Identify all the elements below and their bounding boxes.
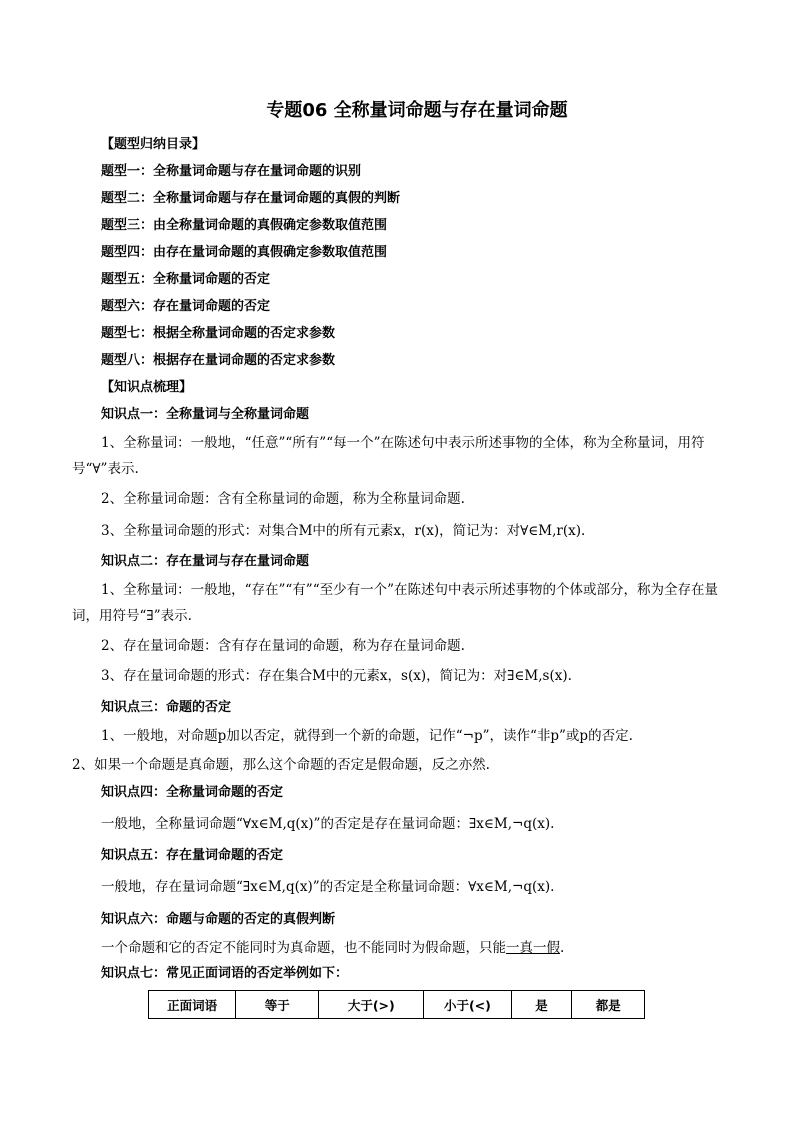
paragraph: 2、存在量词命题：含有存在量词的命题，称为存在量词命题. [101, 638, 465, 654]
section-heading: 知识点七：常见正面词语的否定举例如下： [101, 966, 349, 981]
table-cell: 等于 [236, 991, 319, 1019]
table-cell: 大于(>) [319, 991, 424, 1019]
section-heading: 知识点一：全称量词与全称量词命题 [101, 407, 310, 422]
section-heading: 知识点二：存在量词与存在量词命题 [101, 554, 310, 569]
paragraph: 1、一般地，对命题p加以否定，就得到一个新的命题，记作“¬p”，读作“非p”或p的否定. [101, 728, 633, 744]
table-cell: 小于(<) [424, 991, 511, 1019]
paragraph: 一般地，存在量词命题“∃x∈M,q(x)”的否定是全称量词命题：∀x∈M,¬q(x). [101, 879, 555, 895]
page-title: 专题06 全称量词命题与存在量词命题 [266, 100, 568, 121]
paragraph: 2、如果一个命题是真命题，那么这个命题的否定是假命题，反之亦然. [72, 757, 490, 773]
paragraph: 3、存在量词命题的形式：存在集合M中的元素x，s(x)，简记为：对∃∈M,s(x). [101, 668, 572, 684]
directory-item: 题型八：根据存在量词命题的否定求参数 [101, 353, 336, 368]
table-cell: 是 [511, 991, 572, 1019]
paragraph: 一般地，全称量词命题“∀x∈M,q(x)”的否定是存在量词命题：∃x∈M,¬q(x). [101, 816, 555, 832]
paragraph-text: 一个命题和它的否定不能同时为真命题，也不能同时为假命题，只能 [101, 940, 506, 956]
section-heading: 知识点六：命题与命题的否定的真假判断 [101, 912, 336, 927]
negation-table [148, 990, 645, 1019]
section-heading: 知识点三：命题的否定 [101, 700, 232, 715]
directory-item: 题型六：存在量词命题的否定 [101, 299, 271, 314]
table-cell: 正面词语 [149, 991, 236, 1019]
paragraph: 3、全称量词命题的形式：对集合M中的所有元素x，r(x)，简记为：对∀∈M,r(x). [101, 523, 586, 539]
section-heading: 知识点五：存在量词命题的否定 [101, 848, 284, 863]
paragraph-text: . [560, 940, 565, 956]
paragraph [101, 939, 564, 957]
section-heading: 知识点四：全称量词命题的否定 [101, 785, 284, 800]
underlined-text: 一真一假 [506, 940, 560, 956]
directory-item: 题型四：由存在量词命题的真假确定参数取值范围 [101, 245, 388, 260]
knowledge-heading: 【知识点梳理】 [101, 380, 193, 395]
paragraph: 1、全称量词：一般地，“任意”“所有”“每一个”在陈述句中表示所述事物的全体，称为全称量词，用符号“∀”表示. [72, 435, 705, 477]
directory-item: 题型五：全称量词命题的否定 [101, 272, 271, 287]
directory-item: 题型三：由全称量词命题的真假确定参数取值范围 [101, 218, 388, 233]
paragraph: 1、全称量词：一般地，“存在”“有”“至少有一个”在陈述句中表示所述事物的个体或部分，称为全存在量词，用符号“∃”表示. [72, 582, 718, 624]
table-cell: 都是 [572, 991, 645, 1019]
directory-item: 题型七：根据全称量词命题的否定求参数 [101, 326, 336, 341]
directory-item: 题型一：全称量词命题与存在量词命题的识别 [101, 164, 362, 179]
directory-item: 题型二：全称量词命题与存在量词命题的真假的判断 [101, 191, 401, 206]
directory-heading: 【题型归纳目录】 [101, 137, 206, 152]
paragraph: 2、全称量词命题：含有全称量词的命题，称为全称量词命题. [101, 491, 465, 507]
table-row [149, 991, 645, 1019]
